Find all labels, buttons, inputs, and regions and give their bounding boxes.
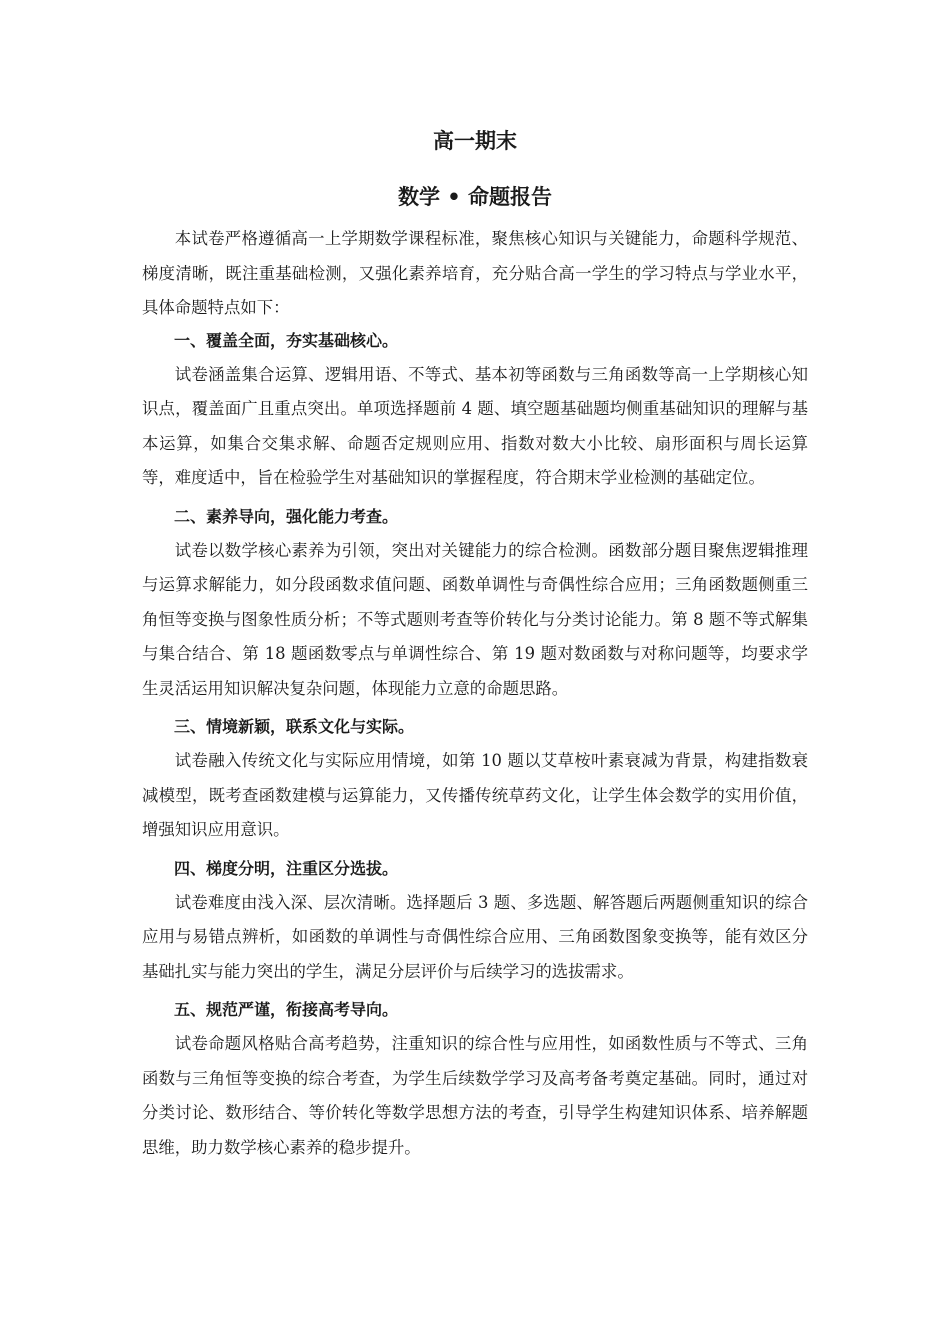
section-4 [142,852,808,990]
intro-paragraph: 本试卷严格遵循高一上学期数学课程标准，聚焦核心知识与关键能力，命题科学规范、梯度清晰，既注重基础检测，又强化素养培育，充分贴合高一学生的学习特点与学业水平，具体命题特点如下： [142,229,808,317]
section-2 [142,500,808,707]
section-heading: 五、规范严谨，衔接高考导向。 [174,1000,399,1019]
section-body: 试卷以数学核心素养为引领，突出对关键能力的综合检测。函数部分题目聚焦逻辑推理与运算求解能力，如分段函数求值问题、函数单调性与奇偶性综合应用；三角函数题侧重三角恒等变换与图象性质分析；不等式题则考查等价转化与分类讨论能力。第 8 题不等式解集与集合结合、第 18 题函数零点与单调性综合、第 19 题对数函数与对称问题等，均要求学生灵活运用知识解决复杂问题，体现能力立意的命题思路。 [142,540,808,698]
section-body: 试卷涵盖集合运算、逻辑用语、不等式、基本初等函数与三角函数等高一上学期核心知识点，覆盖面广且重点突出。单项选择题前 4 题、填空题基础题均侧重基础知识的理解与基本运算，如集合交集求解、命题否定规则应用、指数对数大小比较、扇形面积与周长运算等，难度适中，旨在检验学生对基础知识的掌握程度，符合期末学业检测的基础定位。 [142,364,808,487]
section-5 [142,993,808,1165]
section-1 [142,324,808,496]
section-heading: 三、情境新颖，联系文化与实际。 [174,717,415,736]
document-page [142,118,808,1165]
section-3 [142,710,808,848]
section-heading: 一、覆盖全面，夯实基础核心。 [174,330,399,350]
section-body: 试卷融入传统文化与实际应用情境，如第 10 题以艾草桉叶素衰减为背景，构建指数衰减模型，既考查函数建模与运算能力，又传播传统草药文化，让学生体会数学的实用价值，增强知识应用意识。 [142,751,808,839]
document-subtitle: 数学 • 命题报告 [397,185,553,209]
section-body: 试卷命题风格贴合高考趋势，注重知识的综合性与应用性，如函数性质与不等式、三角函数与三角恒等变换的综合考查，为学生后续数学学习及高考备考奠定基础。同时，通过对分类讨论、数形结合、等价转化等数学思想方法的考查，引导学生构建知识体系、培养解题思维，助力数学核心素养的稳步提升。 [142,1034,808,1157]
section-heading: 四、梯度分明，注重区分选拔。 [174,858,399,878]
document-title: 高一期末 [433,129,517,153]
section-heading: 二、素养导向，强化能力考查。 [174,506,399,526]
section-body: 试卷难度由浅入深、层次清晰。选择题后 3 题、多选题、解答题后两题侧重知识的综合应用与易错点辨析，如函数的单调性与奇偶性综合应用、三角函数图象变换等，能有效区分基础扎实与能力突出的学生，满足分层评价与后续学习的选拔需求。 [142,892,808,981]
